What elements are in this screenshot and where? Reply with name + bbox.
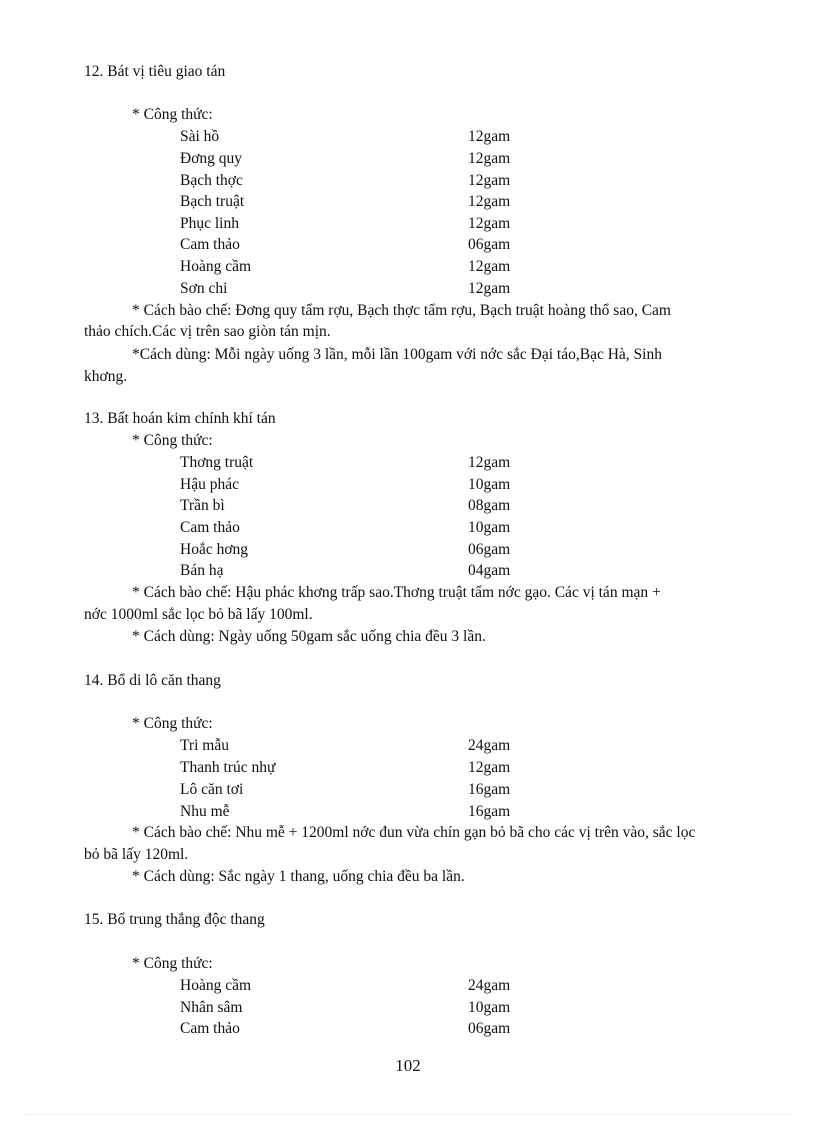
ingredient-amount: 10gam: [468, 519, 511, 536]
ingredient-amount: 12gam: [468, 150, 511, 167]
ingredient-name: Bạch truật: [180, 193, 245, 210]
ingredient-amount: 12gam: [468, 128, 511, 145]
preparation-text: bỏ bã lấy 120ml.: [84, 846, 189, 863]
ingredient-amount: 04gam: [468, 562, 511, 579]
ingredient-name: Đơng quy: [180, 150, 243, 167]
ingredient-name: Bán hạ: [180, 562, 224, 579]
page-number: 102: [395, 1056, 421, 1075]
ingredient-amount: 06gam: [468, 236, 511, 253]
ingredient-amount: 12gam: [468, 280, 511, 297]
ingredient-amount: 10gam: [468, 999, 511, 1016]
ingredient-name: Tri mẫu: [180, 737, 229, 754]
preparation-text: * Cách bào chế: Hậu phác khơng trấp sao.Thơng truật tẩm nớc gạo. Các vị tán mạn +: [132, 584, 661, 601]
section-heading: 15. Bổ trung thắng độc thang: [84, 911, 265, 928]
ingredient-amount: 16gam: [468, 803, 511, 820]
preparation-text: * Cách bào chế: Đơng quy tẩm rợu, Bạch thợc tẩm rợu, Bạch truật hoàng thổ sao, Cam: [132, 302, 671, 319]
ingredient-name: Thơng truật: [180, 454, 254, 471]
section-heading: 14. Bổ di lô căn thang: [84, 672, 221, 689]
ingredient-name: Cam thảo: [180, 236, 240, 253]
ingredient-name: Phục linh: [180, 215, 239, 232]
formula-label: * Công thức:: [132, 715, 213, 732]
page-bottom-rule: [24, 1114, 792, 1115]
ingredient-name: Thanh trúc nhự: [180, 759, 276, 776]
usage-text: khơng.: [84, 368, 128, 385]
ingredient-amount: 06gam: [468, 541, 511, 558]
preparation-text: thảo chích.Các vị trên sao giòn tán mịn.: [84, 323, 331, 340]
ingredient-name: Sơn chi: [180, 280, 228, 297]
ingredient-amount: 12gam: [468, 215, 511, 232]
ingredient-name: Hậu phác: [180, 476, 239, 493]
ingredient-name: Hoàng cầm: [180, 258, 252, 275]
ingredient-amount: 24gam: [468, 977, 511, 994]
ingredient-amount: 08gam: [468, 497, 511, 514]
preparation-text: nớc 1000ml sắc lọc bỏ bã lấy 100ml.: [84, 606, 313, 623]
usage-text: * Cách dùng: Sắc ngày 1 thang, uống chia đều ba lần.: [132, 868, 465, 885]
ingredient-name: Cam thảo: [180, 1020, 240, 1037]
ingredient-name: Lô căn tơi: [180, 781, 244, 798]
ingredient-amount: 12gam: [468, 172, 511, 189]
ingredient-name: Bạch thợc: [180, 172, 243, 189]
ingredient-amount: 06gam: [468, 1020, 511, 1037]
ingredient-amount: 12gam: [468, 258, 511, 275]
preparation-text: * Cách bào chế: Nhu mễ + 1200ml nớc đun vừa chín gạn bỏ bã cho các vị trên vào, sắc lọc: [132, 824, 696, 841]
section-heading: 12. Bát vị tiêu giao tán: [84, 63, 226, 80]
ingredient-amount: 12gam: [468, 759, 511, 776]
ingredient-name: Trần bì: [180, 497, 225, 514]
ingredient-name: Hoàng cầm: [180, 977, 252, 994]
formula-label: * Công thức:: [132, 955, 213, 972]
ingredient-amount: 12gam: [468, 454, 511, 471]
formula-label: * Công thức:: [132, 106, 213, 123]
ingredient-name: Nhu mễ: [180, 803, 230, 820]
usage-text: * Cách dùng: Ngày uống 50gam sắc uống chia đều 3 lần.: [132, 628, 486, 645]
ingredient-amount: 12gam: [468, 193, 511, 210]
section-heading: 13. Bất hoán kim chính khí tán: [84, 410, 276, 427]
formula-label: * Công thức:: [132, 432, 213, 449]
ingredient-name: Hoắc hơng: [180, 541, 249, 558]
usage-text: *Cách dùng: Mỗi ngày uống 3 lần, mỗi lần 100gam với nớc sắc Đại táo,Bạc Hà, Sinh: [132, 346, 662, 363]
ingredient-name: Sài hồ: [180, 128, 220, 145]
ingredient-amount: 16gam: [468, 781, 511, 798]
ingredient-amount: 24gam: [468, 737, 511, 754]
ingredient-name: Cam thảo: [180, 519, 240, 536]
ingredient-amount: 10gam: [468, 476, 511, 493]
ingredient-name: Nhân sâm: [180, 999, 243, 1016]
